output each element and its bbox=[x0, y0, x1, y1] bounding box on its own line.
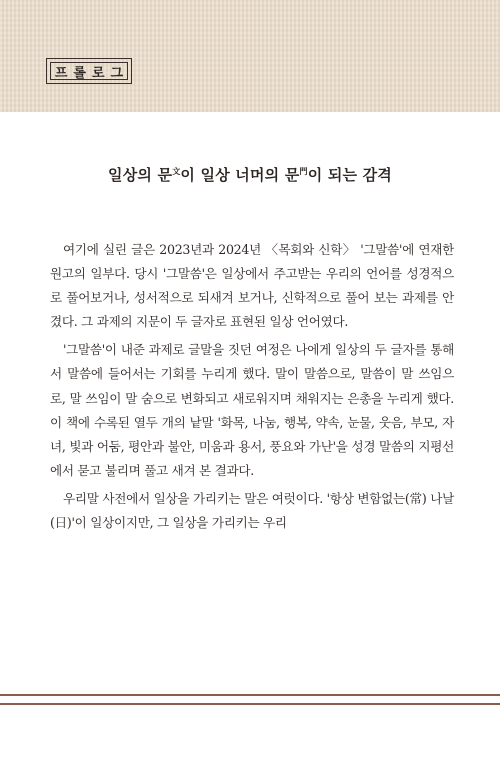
paragraph-2: '그말씀'이 내준 과제로 글말을 짓던 여정은 나에게 일상의 두 글자를 통해서 말씀에 들어서는 기회를 누리게 했다. 말이 말씀으로, 말씀이 말 쓰임으로, 말 쓰임이 말 숨으로 변화되고 새로워지며 채워지는 은총을 누리게 했다. 이 책에 수록된 열두 개의 낱말 '화목, 나눔, 행복, 약속, 눈물, 웃음, 부모, 자녀, 빛과 어둠, 평안과 불안, 미움과 용서, 풍요와 가난'을 성경 말씀의 지평선에서 묻고 불리며 풀고 새겨 본 결과다. bbox=[50, 342, 454, 478]
header-band bbox=[0, 0, 500, 112]
footer-rule-top bbox=[0, 694, 500, 696]
headline-part-2: 이 일상 너머의 문 bbox=[180, 166, 300, 184]
paragraph-1: 여기에 실린 글은 2023년과 2024년 〈목회와 신학〉 '그말씀'에 연재한 원고의 일부다. 당시 '그말씀'은 일상에서 주고받는 우리의 언어를 성경적으로 풀어보거나, 성서적으로 되새겨 보거나, 신학적으로 풀어 보는 과제를 안겼다. 그 과제의 지문이 두 글자로 표현된 일상 언어였다. bbox=[50, 242, 454, 330]
headline-part-3: 이 되는 감격 bbox=[307, 166, 392, 184]
section-headline bbox=[0, 164, 500, 185]
headline-hanja-1: 文 bbox=[172, 167, 181, 176]
footer-rule-bottom bbox=[0, 703, 500, 705]
body-text bbox=[50, 238, 454, 539]
chapter-label: 프롤로그 bbox=[54, 65, 130, 81]
paragraph-3: 우리말 사전에서 일상을 가리키는 말은 여럿이다. '항상 변함없는(常) 나날(日)'이 일상이지만, 그 일상을 가리키는 우리 bbox=[50, 490, 454, 531]
headline-hanja-2: 門 bbox=[299, 167, 308, 176]
headline-part-1: 일상의 문 bbox=[108, 166, 173, 184]
chapter-label-box bbox=[46, 58, 132, 84]
